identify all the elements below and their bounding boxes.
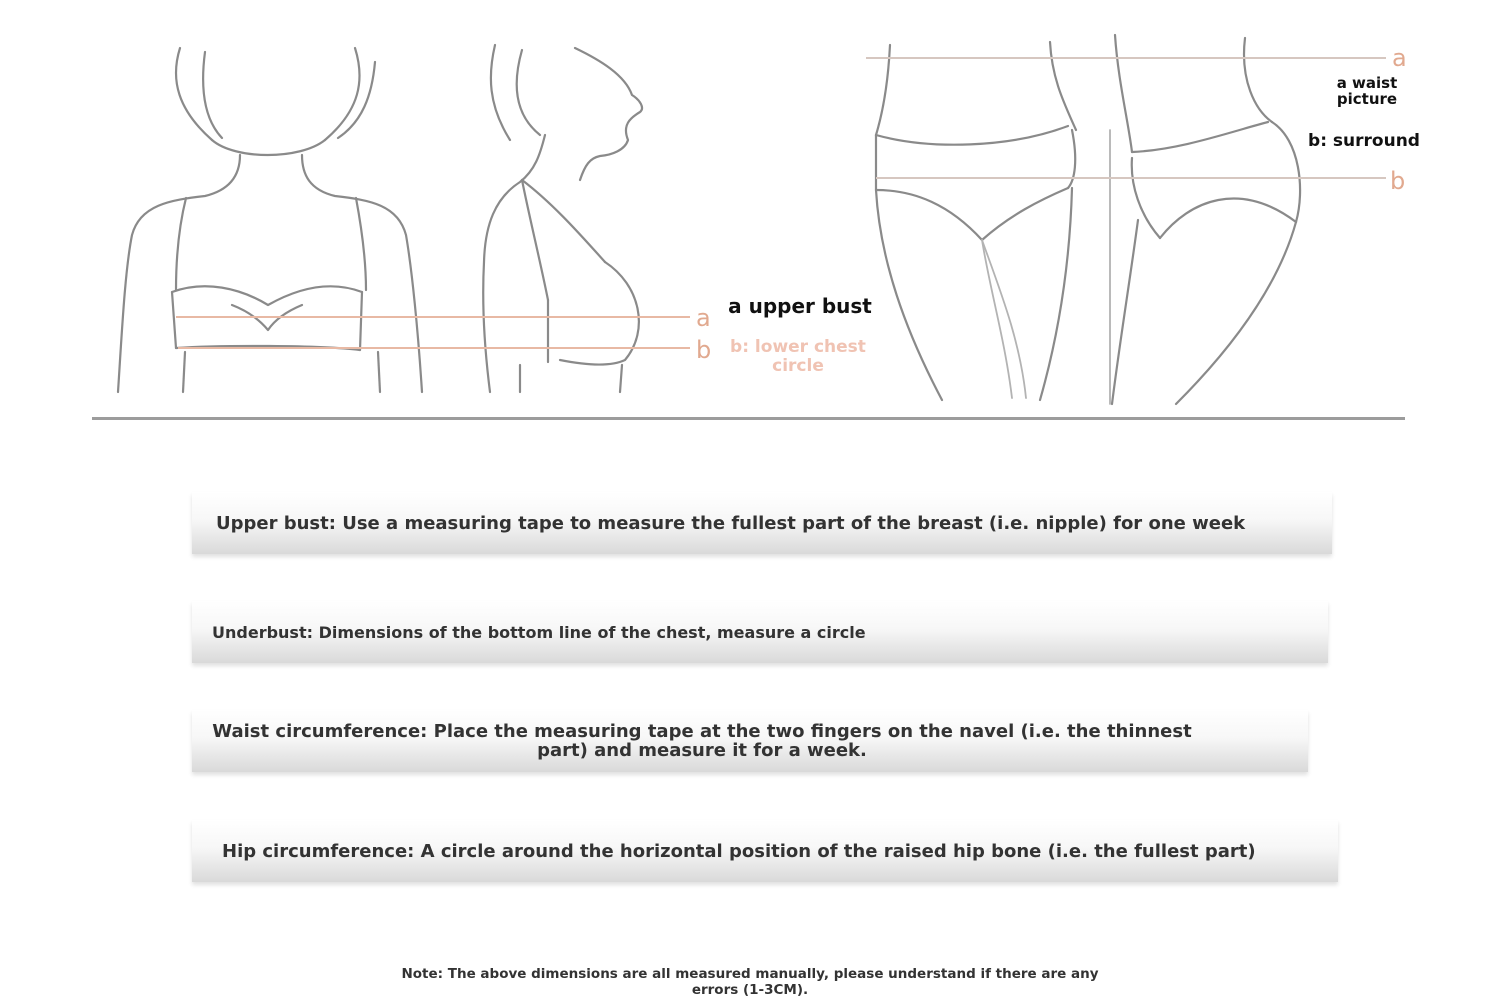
instruction-text: Waist circumference: Place the measuring tape at the two fingers on the navel (i.e. the thinnest part) and measure it for a week. [212, 721, 1192, 761]
surround-label: b: surround [1308, 131, 1420, 151]
instruction-card-waist [192, 710, 1308, 772]
divider-line [92, 417, 1405, 420]
instruction-text: Upper bust: Use a measuring tape to measure the fullest part of the breast (i.e. nipple) for one week [216, 512, 1246, 534]
front-hips-figure [876, 42, 1076, 400]
front-bust-figure [118, 48, 422, 392]
instruction-card-underbust [192, 601, 1328, 663]
measurement-illustration [0, 0, 1500, 440]
measurement-note: Note: The above dimensions are all measured manually, please understand if there are any errors (1-3CM). [401, 966, 1099, 998]
waist-label: a waist picture [1336, 74, 1398, 108]
bust-letter-b: b [696, 336, 712, 364]
lower-chest-label: b: lower chest circle [730, 337, 866, 376]
bust-letter-a: a [696, 304, 711, 332]
side-hips-figure [1110, 35, 1300, 404]
instruction-text: Hip circumference: A circle around the horizontal position of the raised hip bone (i.e. the fullest part) [222, 840, 1256, 862]
side-bust-figure [483, 45, 642, 392]
hips-letter-b: b [1390, 167, 1406, 195]
hips-letter-a: a [1392, 44, 1407, 72]
instruction-text: Underbust: Dimensions of the bottom line of the chest, measure a circle [212, 622, 866, 642]
instruction-card-upper-bust [192, 492, 1332, 554]
instruction-card-hip [192, 820, 1338, 882]
upper-bust-label: a upper bust [728, 294, 872, 318]
